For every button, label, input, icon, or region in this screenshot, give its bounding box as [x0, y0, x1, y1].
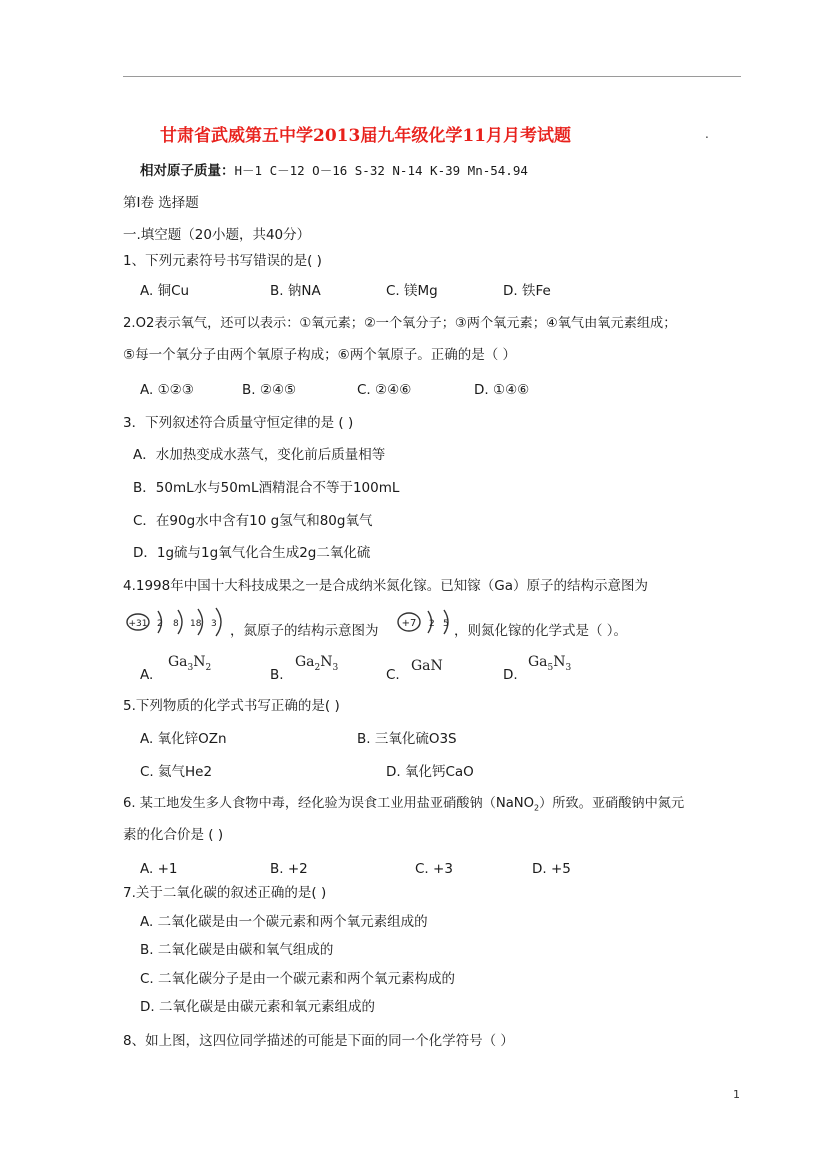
- q4-option-c-label: C.: [386, 667, 400, 683]
- question-4-line-2-part-2: ，则氮化镓的化学式是（ ）。: [454, 623, 628, 639]
- ga-nucleus-charge: +31: [128, 619, 148, 629]
- q4-a-sub-1: 3: [187, 662, 194, 673]
- n-shell-2-count: 5: [443, 619, 449, 629]
- atomic-mass-line: [140, 162, 528, 180]
- title-dot: .: [705, 127, 709, 141]
- q4-d-sub-2: 3: [565, 662, 572, 673]
- q4-d-sub-1: 5: [547, 662, 554, 673]
- q1-option-a: A. 铜Cu: [140, 283, 190, 299]
- q4-option-b-formula: [295, 654, 338, 673]
- ga-shell-3-count: 18: [190, 619, 202, 629]
- q6-option-a: A. +1: [140, 861, 178, 877]
- q6-line-1-start: 6. 某工地发生多人食物中毒，经化验为误食工业用盐亚硝酸钠（NaNO: [123, 796, 535, 811]
- part-heading: 一.填空题（20小题，共40分）: [123, 227, 311, 243]
- q3-option-b: B．50mL水与50mL酒精混合不等于100mL: [133, 480, 400, 496]
- q7-option-b: B. 二氧化碳是由碳和氧气组成的: [140, 942, 334, 958]
- n-shell-1-count: 2: [429, 619, 435, 629]
- exam-title: 甘肃省武威第五中学2013届九年级化学11月月考试题: [160, 126, 571, 146]
- question-6-line-1: [123, 795, 684, 818]
- q6-option-c: C. +3: [415, 861, 453, 877]
- q4-option-c-formula: GaN: [411, 658, 443, 674]
- q2-option-d: D. ①④⑥: [474, 382, 530, 398]
- q4-a-sub-2: 2: [205, 662, 212, 673]
- q6-option-b: B. +2: [270, 861, 308, 877]
- q4-a-ga: Ga: [168, 654, 188, 670]
- q1-option-d: D. 铁Fe: [503, 283, 551, 299]
- q3-option-c: C．在90g水中含有10 g氢气和80g氧气: [133, 513, 373, 529]
- q2-option-a: A. ①②③: [140, 382, 194, 398]
- question-5-stem: 5.下列物质的化学式书写正确的是( ): [123, 698, 340, 714]
- q2-option-c: C. ②④⑥: [357, 382, 412, 398]
- question-4-line-2-part-1: ，氮原子的结构示意图为: [230, 623, 379, 639]
- page-number: 1: [733, 1088, 740, 1101]
- q4-b-sub-2: 3: [332, 662, 339, 673]
- question-2-line-2: ⑤每一个氧分子由两个氧原子构成；⑥两个氧原子。正确的是（ ）: [123, 347, 516, 363]
- n-nucleus-charge: +7: [401, 618, 417, 629]
- q4-option-a-label: A.: [140, 667, 154, 683]
- q3-option-a: A．水加热变成水蒸气，变化前后质量相等: [133, 447, 386, 463]
- section-heading: 第Ⅰ卷 选择题: [123, 195, 199, 211]
- question-3-stem: 3．下列叙述符合质量守恒定律的是 ( ): [123, 415, 354, 431]
- q4-a-n: N: [193, 654, 206, 670]
- ga-shell-4-count: 3: [211, 619, 217, 629]
- question-7-stem: 7.关于二氧化碳的叙述正确的是( ): [123, 885, 327, 901]
- gallium-atom-structure-diagram: [124, 606, 230, 638]
- question-2-line-1: 2.O2表示氧气，还可以表示：①氧元素；②一个氧分子；③两个氧元素；④氧气由氧元素组成；: [123, 316, 677, 331]
- q1-option-c: C. 镁Mg: [386, 283, 438, 299]
- question-1-stem: 1、下列元素符号书写错误的是( ): [123, 253, 322, 269]
- ga-shell-4-arc: [216, 608, 221, 636]
- q4-b-n: N: [320, 654, 333, 670]
- q4-b-sub-1: 2: [314, 662, 321, 673]
- ga-shell-2-count: 8: [173, 619, 179, 629]
- q4-d-n: N: [553, 654, 566, 670]
- q3-option-d: D．1g硫与1g氧气化合生成2g二氧化硫: [133, 545, 371, 561]
- q4-option-d-formula: [528, 654, 571, 673]
- q4-option-d-label: D.: [503, 667, 518, 683]
- q5-option-c: C. 氦气He2: [140, 764, 213, 780]
- q1-option-b: B. 钠NA: [270, 283, 321, 299]
- question-6-line-2: 素的化合价是 ( ): [123, 827, 224, 843]
- q6-option-d: D. +5: [532, 861, 571, 877]
- q7-option-a: A. 二氧化碳是由一个碳元素和两个氧元素组成的: [140, 914, 428, 930]
- atomic-mass-values: H－1 C－12 O－16 S-32 N-14 K-39 Mn-54.94: [234, 163, 528, 178]
- q7-option-d: D. 二氧化碳是由碳元素和氧元素组成的: [140, 999, 375, 1015]
- q6-line-1-end: ）所致。亚硝酸钠中氮元: [539, 796, 685, 811]
- q6-nitrite-subscript: 2: [534, 803, 540, 813]
- q5-option-b: B. 三氧化硫O3S: [357, 731, 457, 747]
- q4-option-b-label: B.: [270, 667, 284, 683]
- header-rule: [123, 76, 741, 77]
- q5-option-a: A. 氧化锌OZn: [140, 731, 227, 747]
- q2-option-b: B. ②④⑤: [242, 382, 297, 398]
- q7-option-c: C. 二氧化碳分子是由一个碳元素和两个氧元素构成的: [140, 971, 456, 987]
- atomic-mass-label: 相对原子质量：: [140, 163, 235, 179]
- q4-d-ga: Ga: [528, 654, 548, 670]
- q5-option-d: D. 氧化钙CaO: [386, 764, 474, 780]
- q4-option-a-formula: [168, 654, 211, 673]
- nitrogen-atom-structure-diagram: [396, 607, 454, 637]
- ga-shell-1-count: 2: [157, 619, 163, 629]
- q4-b-ga: Ga: [295, 654, 315, 670]
- question-4-line-1: 4.1998年中国十大科技成果之一是合成纳米氮化镓。已知镓（Ga）原子的结构示意图为: [123, 578, 648, 594]
- question-8-stem: 8、如上图，这四位同学描述的可能是下面的同一个化学符号（ ）: [123, 1033, 514, 1049]
